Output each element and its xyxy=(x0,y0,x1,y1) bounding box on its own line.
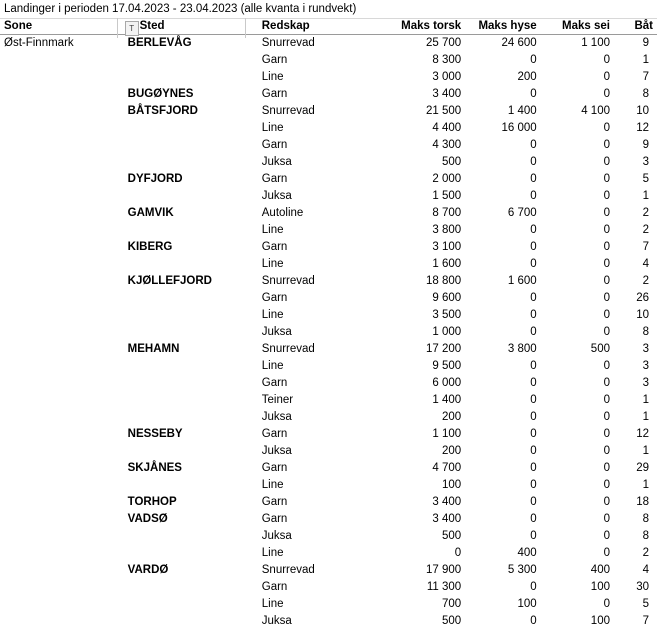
cell-maks-sei: 0 xyxy=(603,275,610,287)
cell-redskap: Snurrevad xyxy=(261,564,315,576)
cell-maks-torsk: 8 700 xyxy=(432,207,462,219)
cell-maks-torsk: 17 900 xyxy=(426,564,462,576)
cell-sted: VARDØ xyxy=(127,564,169,576)
table-row[interactable] xyxy=(0,154,657,171)
cell-maks-sei: 0 xyxy=(603,513,610,525)
cell-redskap: Garn xyxy=(261,292,288,304)
cell-redskap: Juksa xyxy=(261,156,292,168)
cell-sted xyxy=(124,596,258,613)
cell-bat: 2 xyxy=(642,547,649,559)
cell-sted xyxy=(124,307,258,324)
cell-redskap: Line xyxy=(261,71,284,83)
cell-maks-torsk: 200 xyxy=(442,445,462,457)
cell-maks-torsk: 4 400 xyxy=(432,122,462,134)
cell-maks-hyse: 1 400 xyxy=(507,105,537,117)
cell-maks-torsk: 4 300 xyxy=(432,139,462,151)
cell-sted: VADSØ xyxy=(127,513,168,525)
cell-sted xyxy=(124,324,258,341)
cell-maks-torsk: 200 xyxy=(442,411,462,423)
cell-sted: DYFJORD xyxy=(127,173,183,185)
cell-maks-hyse: 24 600 xyxy=(501,37,537,49)
cell-sone xyxy=(0,290,124,307)
cell-sted xyxy=(124,579,258,596)
cell-redskap: Garn xyxy=(261,377,288,389)
cell-maks-torsk: 2 000 xyxy=(432,173,462,185)
cell-redskap: Juksa xyxy=(261,445,292,457)
cell-maks-hyse: 100 xyxy=(517,598,537,610)
cell-sted xyxy=(124,545,258,562)
table-row[interactable] xyxy=(0,579,657,596)
cell-bat: 5 xyxy=(642,598,649,610)
cell-redskap: Autoline xyxy=(261,207,304,219)
cell-bat: 8 xyxy=(642,326,649,338)
cell-sone xyxy=(0,392,124,409)
cell-maks-hyse: 0 xyxy=(530,360,537,372)
cell-sone xyxy=(0,137,124,154)
cell-sted: KJØLLEFJORD xyxy=(127,275,212,287)
cell-sone xyxy=(0,562,124,579)
cell-sted xyxy=(124,358,258,375)
cell-maks-torsk: 18 800 xyxy=(426,275,462,287)
cell-maks-torsk: 11 300 xyxy=(426,581,462,593)
cell-redskap: Line xyxy=(261,360,284,372)
cell-maks-torsk: 3 500 xyxy=(432,309,462,321)
cell-sone xyxy=(0,256,124,273)
cell-sone xyxy=(0,273,124,290)
table-row[interactable] xyxy=(0,596,657,613)
cell-maks-hyse: 0 xyxy=(530,241,537,253)
cell-maks-sei: 0 xyxy=(603,547,610,559)
cell-bat: 10 xyxy=(636,309,649,321)
cell-sted: KIBERG xyxy=(127,241,173,253)
cell-redskap: Snurrevad xyxy=(261,343,315,355)
cell-maks-hyse: 0 xyxy=(530,224,537,236)
cell-maks-hyse: 0 xyxy=(530,54,537,66)
table-row[interactable] xyxy=(0,52,657,69)
cell-maks-hyse: 5 300 xyxy=(507,564,537,576)
cell-maks-sei: 0 xyxy=(603,462,610,474)
table-row[interactable] xyxy=(0,324,657,341)
table-row[interactable] xyxy=(0,375,657,392)
cell-sone xyxy=(0,52,124,69)
cell-sone xyxy=(0,120,124,137)
cell-redskap: Line xyxy=(261,258,284,270)
cell-maks-sei: 0 xyxy=(603,122,610,134)
table-row[interactable] xyxy=(0,69,657,86)
cell-sone xyxy=(0,596,124,613)
cell-sone: Øst-Finnmark xyxy=(4,37,74,49)
cell-sone xyxy=(0,579,124,596)
table-row[interactable] xyxy=(0,341,657,358)
table-row[interactable] xyxy=(0,426,657,443)
cell-maks-sei: 0 xyxy=(603,309,610,321)
cell-sted xyxy=(124,188,258,205)
filter-icon[interactable]: T xyxy=(125,21,139,36)
table-row[interactable] xyxy=(0,494,657,511)
cell-maks-torsk: 3 400 xyxy=(432,496,462,508)
cell-redskap: Line xyxy=(261,309,284,321)
cell-sted xyxy=(124,375,258,392)
cell-bat: 3 xyxy=(642,377,649,389)
cell-maks-sei: 100 xyxy=(590,615,610,627)
table-row[interactable] xyxy=(0,545,657,562)
table-row[interactable] xyxy=(0,35,657,53)
cell-sted: BUGØYNES xyxy=(127,88,194,100)
cell-redskap: Garn xyxy=(261,428,288,440)
cell-maks-torsk: 0 xyxy=(454,547,462,559)
cell-redskap: Garn xyxy=(261,496,288,508)
cell-bat: 1 xyxy=(642,190,649,202)
cell-redskap: Garn xyxy=(261,54,288,66)
cell-maks-sei: 400 xyxy=(590,564,610,576)
cell-maks-sei: 0 xyxy=(603,394,610,406)
cell-bat: 1 xyxy=(642,445,649,457)
cell-maks-hyse: 0 xyxy=(530,173,537,185)
table-row[interactable] xyxy=(0,511,657,528)
cell-redskap: Juksa xyxy=(261,615,292,627)
cell-maks-torsk: 8 300 xyxy=(432,54,462,66)
cell-redskap: Garn xyxy=(261,241,288,253)
cell-maks-torsk: 500 xyxy=(442,615,462,627)
cell-sted xyxy=(124,290,258,307)
cell-sted: TORHOP xyxy=(127,496,177,508)
cell-bat: 18 xyxy=(636,496,649,508)
cell-sone xyxy=(0,86,124,103)
cell-maks-hyse: 0 xyxy=(530,581,537,593)
cell-sted xyxy=(124,154,258,171)
cell-bat: 7 xyxy=(642,615,649,627)
column-header-maks-torsk[interactable]: Maks torsk xyxy=(383,19,465,35)
cell-bat: 1 xyxy=(642,479,649,491)
table-row[interactable] xyxy=(0,477,657,494)
cell-bat: 2 xyxy=(642,224,649,236)
cell-bat: 8 xyxy=(642,530,649,542)
cell-sone xyxy=(0,613,124,630)
cell-sone xyxy=(0,443,124,460)
cell-redskap: Line xyxy=(261,547,284,559)
table-row[interactable] xyxy=(0,528,657,545)
column-header-bat[interactable]: Båt xyxy=(614,19,657,35)
cell-maks-sei: 0 xyxy=(603,445,610,457)
cell-redskap: Snurrevad xyxy=(261,37,315,49)
cell-maks-hyse: 400 xyxy=(517,547,537,559)
cell-maks-torsk: 100 xyxy=(442,479,462,491)
cell-bat: 2 xyxy=(642,207,649,219)
table-row[interactable] xyxy=(0,307,657,324)
cell-sted: NESSEBY xyxy=(127,428,183,440)
cell-maks-sei: 0 xyxy=(603,224,610,236)
cell-sted xyxy=(124,222,258,239)
cell-maks-sei: 0 xyxy=(603,258,610,270)
table-row[interactable] xyxy=(0,273,657,290)
cell-sone xyxy=(0,324,124,341)
cell-bat: 3 xyxy=(642,156,649,168)
cell-bat: 7 xyxy=(642,71,649,83)
cell-sone xyxy=(0,341,124,358)
cell-maks-sei: 0 xyxy=(603,496,610,508)
cell-maks-hyse: 0 xyxy=(530,445,537,457)
cell-maks-hyse: 0 xyxy=(530,479,537,491)
cell-bat: 12 xyxy=(636,428,649,440)
cell-maks-sei: 0 xyxy=(603,598,610,610)
cell-maks-hyse: 200 xyxy=(517,71,537,83)
cell-bat: 1 xyxy=(642,394,649,406)
cell-sone xyxy=(0,494,124,511)
cell-sted xyxy=(124,409,258,426)
cell-sone xyxy=(0,511,124,528)
cell-maks-sei: 0 xyxy=(603,88,610,100)
cell-maks-torsk: 6 000 xyxy=(432,377,462,389)
cell-sted xyxy=(124,52,258,69)
cell-sted: SKJÅNES xyxy=(127,462,182,474)
cell-maks-sei: 0 xyxy=(603,54,610,66)
cell-maks-hyse: 0 xyxy=(530,88,537,100)
cell-maks-sei: 1 100 xyxy=(581,37,610,49)
cell-maks-sei: 0 xyxy=(603,190,610,202)
cell-sone xyxy=(0,460,124,477)
cell-maks-hyse: 0 xyxy=(530,156,537,168)
report-title: Landinger i perioden 17.04.2023 - 23.04.2023 (alle kvanta i rundvekt) xyxy=(0,0,657,19)
cell-redskap: Teiner xyxy=(261,394,294,406)
cell-redskap: Line xyxy=(261,598,284,610)
cell-sone xyxy=(0,69,124,86)
cell-sted xyxy=(124,137,258,154)
cell-maks-torsk: 3 400 xyxy=(432,513,462,525)
cell-maks-hyse: 0 xyxy=(530,139,537,151)
cell-sted: MEHAMN xyxy=(127,343,180,355)
table-body xyxy=(0,35,657,631)
table-row[interactable] xyxy=(0,222,657,239)
cell-bat: 2 xyxy=(642,275,649,287)
cell-bat: 4 xyxy=(642,258,649,270)
cell-bat: 8 xyxy=(642,513,649,525)
cell-maks-hyse: 0 xyxy=(530,309,537,321)
cell-sone xyxy=(0,375,124,392)
cell-redskap: Garn xyxy=(261,581,288,593)
cell-maks-torsk: 1 500 xyxy=(432,190,462,202)
cell-redskap: Snurrevad xyxy=(261,105,315,117)
cell-maks-hyse: 0 xyxy=(530,190,537,202)
cell-maks-sei: 500 xyxy=(590,343,610,355)
cell-bat: 3 xyxy=(642,360,649,372)
landings-table xyxy=(0,19,657,630)
table-row[interactable] xyxy=(0,188,657,205)
cell-bat: 29 xyxy=(636,462,649,474)
cell-maks-hyse: 0 xyxy=(530,530,537,542)
cell-bat: 30 xyxy=(636,581,649,593)
cell-maks-hyse: 0 xyxy=(530,496,537,508)
cell-sone xyxy=(0,103,124,120)
column-header-redskap[interactable]: Redskap xyxy=(258,19,384,35)
table-row[interactable] xyxy=(0,137,657,154)
cell-sted: BERLEVÅG xyxy=(127,37,192,49)
cell-bat: 1 xyxy=(642,54,649,66)
cell-sted xyxy=(124,69,258,86)
cell-sone xyxy=(0,545,124,562)
cell-maks-sei: 0 xyxy=(603,530,610,542)
cell-maks-sei: 0 xyxy=(603,326,610,338)
cell-maks-sei: 0 xyxy=(603,139,610,151)
cell-maks-torsk: 500 xyxy=(442,156,462,168)
column-header-sone[interactable]: Sone xyxy=(0,19,124,35)
cell-redskap: Juksa xyxy=(261,326,292,338)
cell-sted xyxy=(124,256,258,273)
cell-sted xyxy=(124,477,258,494)
cell-maks-hyse: 0 xyxy=(530,292,537,304)
cell-sted xyxy=(124,120,258,137)
cell-sone xyxy=(0,171,124,188)
cell-maks-hyse: 0 xyxy=(530,462,537,474)
cell-maks-sei: 0 xyxy=(603,207,610,219)
cell-redskap: Line xyxy=(261,479,284,491)
cell-maks-torsk: 9 600 xyxy=(432,292,462,304)
column-header-sted[interactable] xyxy=(124,19,258,35)
cell-sone xyxy=(0,528,124,545)
cell-redskap: Juksa xyxy=(261,530,292,542)
cell-maks-sei: 0 xyxy=(603,71,610,83)
cell-maks-hyse: 0 xyxy=(530,615,537,627)
cell-bat: 10 xyxy=(636,105,649,117)
cell-maks-hyse: 3 800 xyxy=(507,343,537,355)
column-header-maks-hyse[interactable]: Maks hyse xyxy=(465,19,540,35)
cell-redskap: Garn xyxy=(261,139,288,151)
cell-bat: 26 xyxy=(636,292,649,304)
cell-sone xyxy=(0,409,124,426)
cell-bat: 9 xyxy=(642,37,649,49)
cell-maks-sei: 4 100 xyxy=(581,105,610,117)
table-row[interactable] xyxy=(0,103,657,120)
cell-maks-torsk: 3 400 xyxy=(432,88,462,100)
cell-maks-torsk: 1 000 xyxy=(432,326,462,338)
cell-maks-hyse: 0 xyxy=(530,428,537,440)
cell-sone xyxy=(0,222,124,239)
cell-sted xyxy=(124,613,258,630)
cell-bat: 3 xyxy=(642,343,649,355)
cell-sone xyxy=(0,239,124,256)
table-row[interactable] xyxy=(0,86,657,103)
cell-sone xyxy=(0,358,124,375)
table-row[interactable] xyxy=(0,562,657,579)
table-row[interactable] xyxy=(0,171,657,188)
cell-bat: 7 xyxy=(642,241,649,253)
cell-maks-torsk: 700 xyxy=(442,598,462,610)
table-row[interactable] xyxy=(0,460,657,477)
cell-maks-sei: 0 xyxy=(603,360,610,372)
table-row[interactable] xyxy=(0,392,657,409)
cell-sone xyxy=(0,477,124,494)
table-row[interactable] xyxy=(0,358,657,375)
column-header-sted-label: Sted xyxy=(139,20,165,32)
cell-maks-torsk: 3 100 xyxy=(432,241,462,253)
table-row[interactable] xyxy=(0,256,657,273)
cell-sone xyxy=(0,188,124,205)
table-row[interactable] xyxy=(0,205,657,222)
cell-maks-sei: 0 xyxy=(603,411,610,423)
cell-maks-sei: 100 xyxy=(590,581,610,593)
cell-sted xyxy=(124,443,258,460)
cell-maks-sei: 0 xyxy=(603,377,610,389)
cell-redskap: Garn xyxy=(261,462,288,474)
cell-maks-hyse: 0 xyxy=(530,513,537,525)
cell-maks-hyse: 16 000 xyxy=(501,122,537,134)
cell-maks-hyse: 0 xyxy=(530,326,537,338)
cell-maks-sei: 0 xyxy=(603,241,610,253)
cell-maks-torsk: 21 500 xyxy=(426,105,462,117)
cell-bat: 4 xyxy=(642,564,649,576)
cell-bat: 5 xyxy=(642,173,649,185)
cell-maks-torsk: 4 700 xyxy=(432,462,462,474)
cell-maks-torsk: 1 600 xyxy=(432,258,462,270)
cell-sted xyxy=(124,528,258,545)
cell-redskap: Juksa xyxy=(261,190,292,202)
cell-redskap: Line xyxy=(261,224,284,236)
cell-bat: 8 xyxy=(642,88,649,100)
cell-maks-hyse: 1 600 xyxy=(507,275,537,287)
cell-maks-torsk: 17 200 xyxy=(426,343,462,355)
cell-redskap: Juksa xyxy=(261,411,292,423)
table-row[interactable] xyxy=(0,613,657,630)
cell-maks-hyse: 0 xyxy=(530,394,537,406)
cell-redskap: Garn xyxy=(261,513,288,525)
cell-redskap: Line xyxy=(261,122,284,134)
table-row[interactable] xyxy=(0,409,657,426)
cell-maks-torsk: 25 700 xyxy=(426,37,462,49)
table-header xyxy=(0,19,657,35)
cell-maks-sei: 0 xyxy=(603,292,610,304)
cell-redskap: Garn xyxy=(261,88,288,100)
cell-redskap: Garn xyxy=(261,173,288,185)
cell-maks-torsk: 3 000 xyxy=(432,71,462,83)
cell-maks-hyse: 0 xyxy=(530,377,537,389)
cell-maks-torsk: 3 800 xyxy=(432,224,462,236)
cell-maks-hyse: 0 xyxy=(530,258,537,270)
cell-sted: GAMVIK xyxy=(127,207,174,219)
cell-maks-torsk: 1 100 xyxy=(432,428,462,440)
cell-maks-sei: 0 xyxy=(603,173,610,185)
cell-maks-hyse: 6 700 xyxy=(507,207,537,219)
cell-maks-torsk: 9 500 xyxy=(432,360,462,372)
table-row[interactable] xyxy=(0,120,657,137)
cell-maks-torsk: 500 xyxy=(442,530,462,542)
cell-maks-torsk: 1 400 xyxy=(432,394,462,406)
cell-maks-hyse: 0 xyxy=(530,411,537,423)
cell-redskap: Snurrevad xyxy=(261,275,315,287)
cell-sted xyxy=(124,392,258,409)
cell-sone xyxy=(0,307,124,324)
cell-maks-sei: 0 xyxy=(603,428,610,440)
table-row[interactable] xyxy=(0,443,657,460)
cell-sted: BÅTSFJORD xyxy=(127,105,198,117)
table-row[interactable] xyxy=(0,290,657,307)
cell-sone xyxy=(0,205,124,222)
cell-bat: 12 xyxy=(636,122,649,134)
cell-bat: 1 xyxy=(642,411,649,423)
column-header-maks-sei[interactable]: Maks sei xyxy=(541,19,614,35)
cell-sone xyxy=(0,154,124,171)
cell-maks-sei: 0 xyxy=(603,156,610,168)
cell-bat: 9 xyxy=(642,139,649,151)
column-divider-sone xyxy=(117,18,118,38)
table-row[interactable] xyxy=(0,239,657,256)
cell-sone xyxy=(0,426,124,443)
cell-maks-sei: 0 xyxy=(603,479,610,491)
